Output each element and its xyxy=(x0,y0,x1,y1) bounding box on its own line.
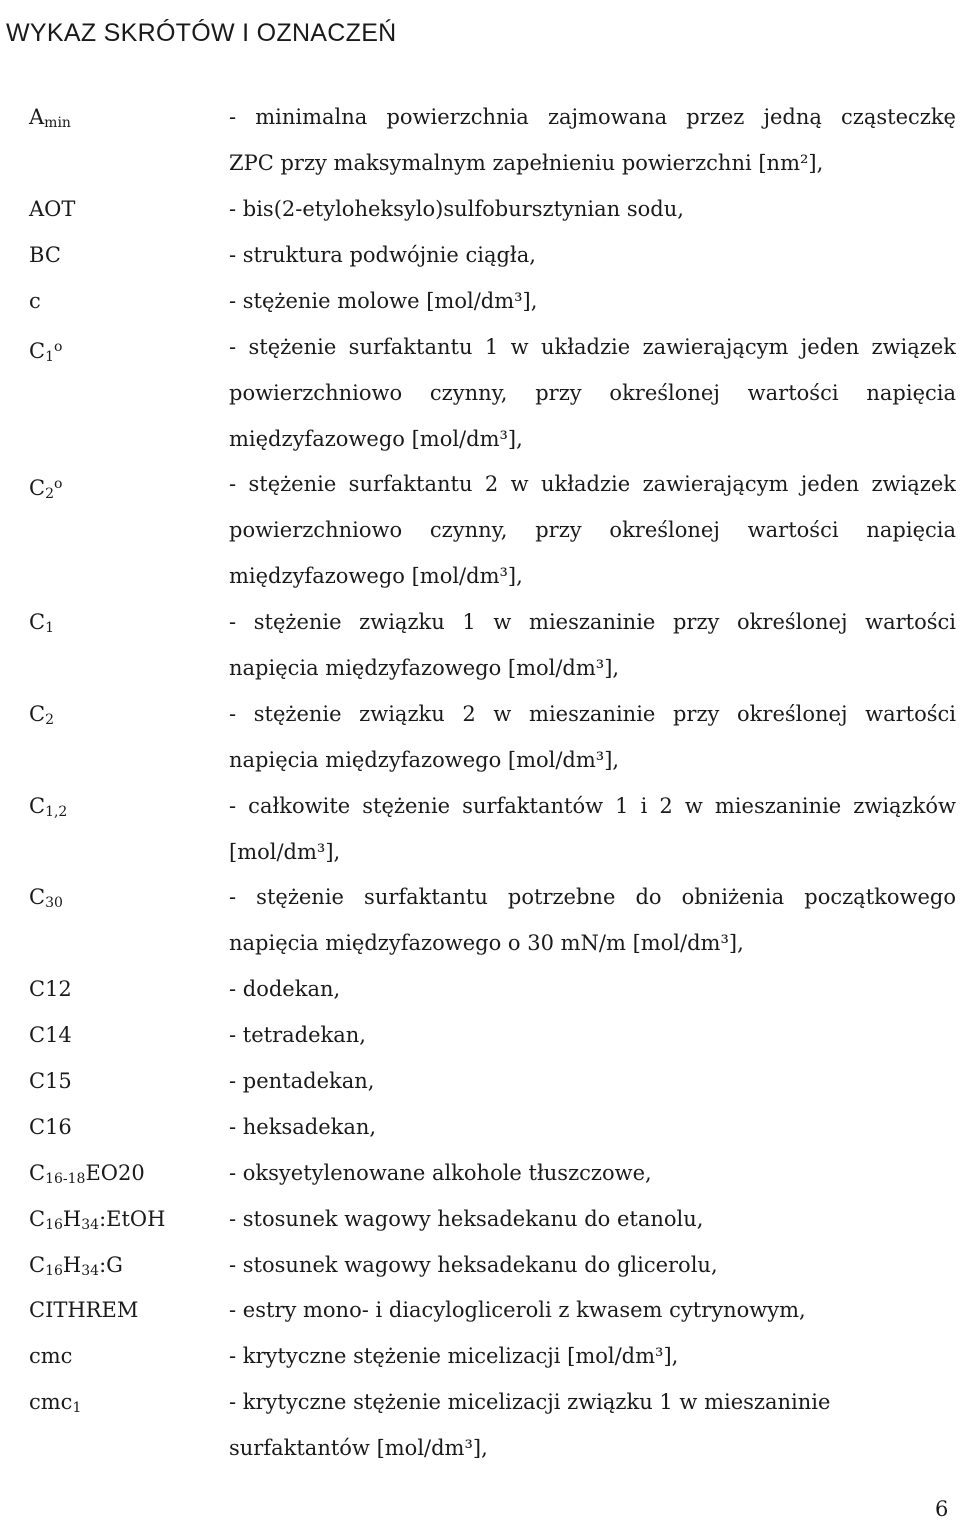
definition-line: [mol/dm³], xyxy=(229,839,341,864)
page-number: 6 xyxy=(935,1497,949,1521)
term-subscript: 2 xyxy=(45,711,54,728)
definition-line: napięcia międzyfazowego [mol/dm³], xyxy=(229,655,620,680)
abbreviation-term xyxy=(29,1150,145,1202)
abbreviation-definition xyxy=(229,599,956,691)
abbreviation-definition xyxy=(229,1379,956,1471)
term-symbol: C xyxy=(29,701,46,726)
term-symbol: C xyxy=(29,609,46,634)
definition-line: - stosunek wagowy heksadekanu do glicerolu, xyxy=(229,1252,718,1277)
definition-line: - tetradekan, xyxy=(229,1023,366,1047)
term-subscript: 16 xyxy=(45,1216,63,1233)
page-title: WYKAZ SKRÓTÓW I OZNACZEŃ xyxy=(6,18,397,47)
abbreviation-definition xyxy=(229,278,956,324)
abbreviation-definition xyxy=(229,1287,956,1333)
abbreviation-term xyxy=(29,874,63,926)
abbreviation-term xyxy=(29,1012,72,1058)
term-symbol: C15 xyxy=(29,1068,72,1093)
term-subscript: 16 xyxy=(45,1262,63,1279)
definition-line: - minimalna powierzchnia zajmowana przez jedną cząsteczkę xyxy=(229,105,956,129)
abbreviation-term xyxy=(29,461,62,517)
definition-line: - stężenie związku 1 w mieszaninie przy określonej wartości xyxy=(229,609,956,634)
abbreviation-definition xyxy=(229,1104,956,1150)
abbreviation-term xyxy=(29,783,67,835)
term-symbol: A xyxy=(29,105,45,129)
definition-line: powierzchniowo czynny, przy określonej wartości napięcia xyxy=(229,380,956,405)
term-suffix: H xyxy=(62,1206,82,1231)
abbreviation-definition xyxy=(229,1058,956,1104)
abbreviation-term xyxy=(29,1287,138,1333)
term-suffix: EO20 xyxy=(85,1160,145,1185)
abbreviation-definition xyxy=(229,461,956,599)
term-subscript: 1 xyxy=(45,348,54,365)
abbreviation-definition xyxy=(229,1242,956,1288)
definition-line: - dodekan, xyxy=(229,977,341,1002)
abbreviation-term xyxy=(29,966,72,1012)
abbreviation-definition xyxy=(229,691,956,783)
term-symbol: C12 xyxy=(29,977,72,1002)
definition-line: - stężenie surfaktantu 2 w układzie zawierającym jeden związek xyxy=(229,472,956,497)
term-symbol: cmc xyxy=(29,1390,73,1415)
term-symbol: cmc xyxy=(29,1344,73,1369)
term-symbol: c xyxy=(29,288,41,313)
term-superscript: o xyxy=(54,476,63,493)
abbreviation-definition xyxy=(229,1150,956,1196)
definition-line: surfaktantów [mol/dm³], xyxy=(229,1436,488,1461)
definition-line: - stężenie molowe [mol/dm³], xyxy=(229,288,538,313)
abbreviation-term xyxy=(29,1196,165,1248)
abbreviation-term xyxy=(29,1333,72,1379)
definition-line: - krytyczne stężenie micelizacji [mol/dm³], xyxy=(229,1344,679,1369)
definition-line: powierzchniowo czynny, przy określonej wartości napięcia xyxy=(229,518,956,543)
term-subscript: 16-18 xyxy=(45,1170,86,1187)
term-subscript: 1 xyxy=(45,619,54,636)
abbreviation-definition xyxy=(229,186,956,232)
abbreviation-term xyxy=(29,186,75,232)
abbreviation-term xyxy=(29,691,54,743)
abbreviation-definition xyxy=(229,1333,956,1379)
abbreviation-definition xyxy=(229,94,956,186)
abbreviation-term xyxy=(29,232,61,278)
definition-line: - estry mono- i diacylogliceroli z kwasem cytrynowym, xyxy=(229,1298,806,1323)
term-symbol: AOT xyxy=(29,196,76,221)
term-symbol: C xyxy=(29,338,46,363)
definition-line: - heksadekan, xyxy=(229,1114,377,1139)
term-subscript: 1 xyxy=(72,1400,82,1417)
term-superscript: o xyxy=(54,338,63,355)
abbreviation-term xyxy=(29,1058,72,1104)
abbreviation-term xyxy=(29,1379,81,1431)
definition-line: - bis(2-etyloheksylo)sulfobursztynian sodu, xyxy=(229,196,684,221)
definition-line: - stosunek wagowy heksadekanu do etanolu, xyxy=(229,1206,704,1231)
abbreviation-definition xyxy=(229,324,956,462)
definition-line: - oksyetylenowane alkohole tłuszczowe, xyxy=(229,1160,652,1185)
term-suffix: :EtOH xyxy=(99,1206,166,1231)
abbreviation-definition xyxy=(229,966,956,1012)
term-subscript: min xyxy=(44,115,71,131)
term-symbol: CITHREM xyxy=(29,1298,139,1323)
abbreviation-definition xyxy=(229,1196,956,1242)
term-subscript: 2 xyxy=(45,486,54,503)
term-symbol: C16 xyxy=(29,1114,72,1139)
definition-line: - struktura podwójnie ciągła, xyxy=(229,242,536,267)
abbreviation-term xyxy=(29,1104,72,1150)
term-symbol: C14 xyxy=(29,1023,72,1047)
definition-line: ZPC przy maksymalnym zapełnieniu powierzchni [nm²], xyxy=(229,151,824,175)
definition-line: napięcia międzyfazowego o 30 mN/m [mol/dm³], xyxy=(229,931,744,956)
definition-line: napięcia międzyfazowego [mol/dm³], xyxy=(229,747,620,772)
term-subscript: 1,2 xyxy=(45,803,68,820)
definition-line: - stężenie surfaktantu potrzebne do obniżenia początkowego xyxy=(229,885,956,910)
abbreviation-definition xyxy=(229,232,956,278)
definition-line: - stężenie surfaktantu 1 w układzie zawierającym jeden związek xyxy=(229,334,956,359)
definition-line: - całkowite stężenie surfaktantów 1 i 2 w mieszaninie związków xyxy=(229,793,956,818)
abbreviation-term xyxy=(29,94,71,146)
term-symbol: C xyxy=(29,476,46,501)
term-subscript: 34 xyxy=(81,1262,100,1279)
term-symbol: C xyxy=(29,1206,46,1231)
term-symbol: C xyxy=(29,1252,46,1277)
definition-line: - pentadekan, xyxy=(229,1068,375,1093)
term-symbol: C xyxy=(29,885,46,910)
definition-line: - stężenie związku 2 w mieszaninie przy określonej wartości xyxy=(229,701,956,726)
term-suffix: H xyxy=(62,1252,82,1277)
abbreviation-term xyxy=(29,599,54,651)
term-suffix: :G xyxy=(99,1252,123,1277)
term-symbol: C xyxy=(29,793,46,818)
term-symbol: BC xyxy=(29,242,61,267)
abbreviation-definition xyxy=(229,783,956,875)
definition-line: międzyfazowego [mol/dm³], xyxy=(229,564,523,589)
definition-line: międzyfazowego [mol/dm³], xyxy=(229,426,523,451)
abbreviation-term xyxy=(29,1242,123,1294)
term-subscript: 30 xyxy=(45,895,63,912)
term-subscript: 34 xyxy=(81,1216,100,1233)
definition-line: - krytyczne stężenie micelizacji związku 1 w mieszaninie xyxy=(229,1390,831,1415)
abbreviation-term xyxy=(29,324,62,380)
abbreviation-term xyxy=(29,278,41,324)
term-symbol: C xyxy=(29,1160,46,1185)
abbreviation-definition xyxy=(229,874,956,966)
abbreviation-definition xyxy=(229,1012,956,1058)
